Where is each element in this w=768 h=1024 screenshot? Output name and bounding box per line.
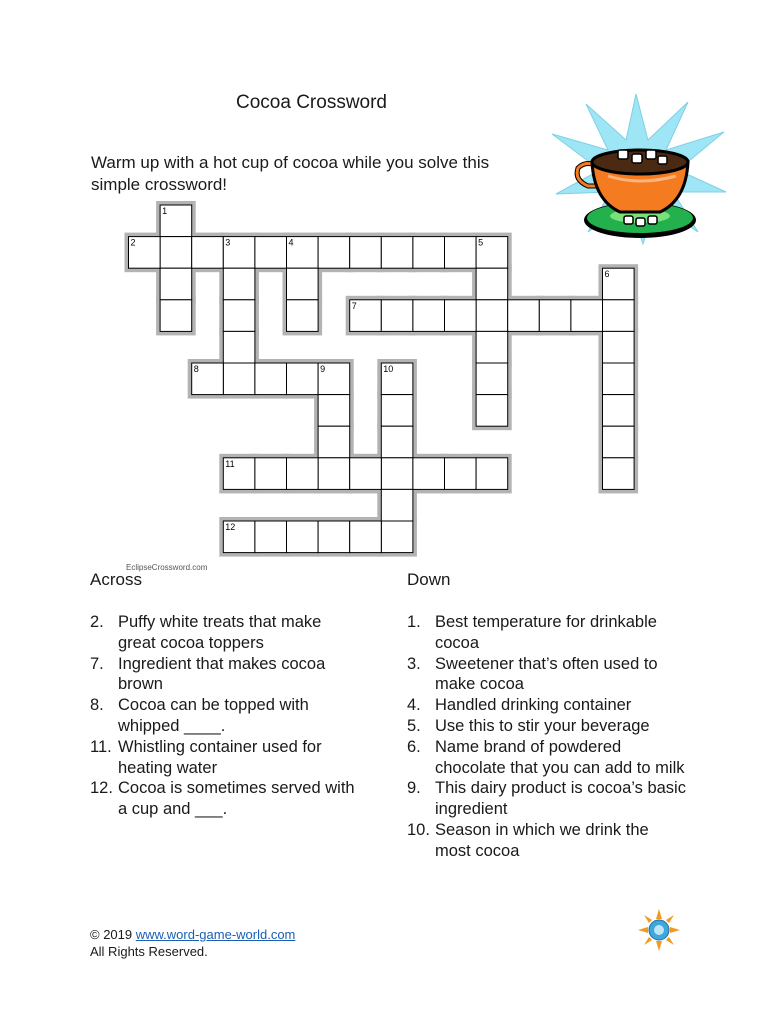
grid-cell[interactable]	[508, 300, 540, 332]
clue-text: Puffy white treats that make great cocoa toppers	[118, 613, 322, 652]
clue-number: 8.	[90, 696, 104, 715]
clue-text: Whistling container used for heating water	[118, 737, 322, 777]
grid-cell[interactable]	[476, 268, 508, 300]
grid-cell[interactable]	[287, 300, 319, 332]
grid-cell[interactable]	[255, 363, 287, 395]
grid-cell[interactable]	[223, 331, 255, 363]
grid-cell[interactable]	[318, 458, 350, 490]
grid-cell[interactable]	[381, 237, 413, 269]
grid-cell[interactable]	[223, 300, 255, 332]
grid-cell[interactable]	[160, 300, 192, 332]
grid-cell[interactable]	[381, 521, 413, 553]
grid-cell[interactable]	[318, 521, 350, 553]
clue-number: 11.	[90, 737, 112, 756]
clue-number: 2.	[90, 613, 104, 631]
grid-cell[interactable]	[192, 237, 224, 269]
grid-cell[interactable]	[318, 237, 350, 269]
clue-number: 10.	[407, 820, 430, 839]
grid-cell[interactable]	[223, 363, 255, 395]
cell-number: 9	[320, 364, 326, 374]
clue-across-8	[90, 695, 360, 737]
clue-down-4	[407, 695, 687, 716]
clue-text: Use this to stir your beverage	[435, 716, 650, 735]
clue-text: Cocoa can be topped with whipped ____.	[118, 696, 309, 735]
clue-down-10	[407, 820, 687, 862]
grid-cell[interactable]	[603, 426, 635, 458]
grid-cell[interactable]	[287, 268, 319, 300]
grid-cell[interactable]	[287, 363, 319, 395]
clue-across-12	[90, 778, 360, 820]
clue-down-9	[407, 778, 687, 820]
page-title: Cocoa Crossword	[236, 92, 387, 113]
clue-text: Best temperature for drinkable cocoa	[435, 613, 657, 652]
cell-number: 3	[225, 237, 231, 248]
clue-number: 12.	[90, 779, 113, 798]
grid-cell[interactable]	[350, 521, 382, 553]
clue-number: 5.	[407, 716, 421, 735]
grid-cell[interactable]	[350, 458, 382, 490]
cell-number: 7	[351, 300, 357, 311]
grid-cell[interactable]	[381, 458, 413, 490]
cell-number: 1	[162, 206, 168, 216]
clue-text: Name brand of powdered chocolate that you can add to milk	[435, 737, 685, 777]
grid-cell[interactable]	[255, 521, 287, 553]
down-clue-list	[407, 612, 687, 862]
cell-number: 2	[130, 237, 136, 248]
grid-cell[interactable]	[381, 489, 413, 521]
grid-cell[interactable]	[603, 331, 635, 363]
clue-down-1	[407, 612, 687, 654]
grid-cell[interactable]	[413, 300, 445, 332]
cell-number: 4	[288, 237, 294, 248]
grid-cell[interactable]	[350, 237, 382, 269]
clue-down-6	[407, 737, 687, 779]
clue-number: 1.	[407, 613, 421, 631]
across-clue-list	[90, 612, 360, 820]
cell-number: 12	[225, 522, 236, 532]
grid-cell[interactable]	[603, 458, 635, 490]
across-heading: Across	[90, 570, 142, 589]
grid-cell[interactable]	[476, 395, 508, 427]
sun-logo-icon	[638, 909, 680, 951]
intro-text: Warm up with a hot cup of cocoa while you solve this simple crossword!	[91, 153, 490, 194]
grid-cell[interactable]	[476, 458, 508, 490]
grid-cell[interactable]	[476, 363, 508, 395]
clue-across-11	[90, 737, 360, 779]
grid-cell[interactable]	[160, 268, 192, 300]
grid-cell[interactable]	[603, 300, 635, 332]
grid-cell[interactable]	[413, 458, 445, 490]
grid-cell[interactable]	[476, 300, 508, 332]
clue-number: 6.	[407, 737, 421, 756]
grid-cell[interactable]	[318, 426, 350, 458]
grid-cell[interactable]	[476, 331, 508, 363]
grid-cell[interactable]	[445, 458, 477, 490]
grid-cell[interactable]	[255, 458, 287, 490]
clue-down-3	[407, 654, 687, 696]
grid-cell[interactable]	[539, 300, 571, 332]
grid-cell[interactable]	[571, 300, 603, 332]
copyright-text: © 2019	[90, 927, 136, 942]
clue-text: Handled drinking container	[435, 696, 632, 715]
grid-cell[interactable]	[603, 363, 635, 395]
clue-text: This dairy product is cocoa’s basic ingredient	[435, 779, 686, 819]
grid-cell[interactable]	[381, 395, 413, 427]
grid-cell[interactable]	[223, 268, 255, 300]
clue-number: 9.	[407, 779, 421, 798]
cell-number: 5	[478, 237, 484, 248]
down-heading: Down	[407, 570, 451, 589]
clue-across-7	[90, 654, 360, 696]
cell-number: 8	[193, 364, 199, 374]
clue-number: 7.	[90, 654, 104, 673]
grid-cell[interactable]	[381, 300, 413, 332]
grid-cell[interactable]	[255, 237, 287, 269]
grid-cell[interactable]	[287, 458, 319, 490]
grid-cell[interactable]	[160, 237, 192, 269]
grid-cell[interactable]	[413, 237, 445, 269]
grid-cell[interactable]	[381, 426, 413, 458]
clue-across-2	[90, 612, 360, 654]
grid-cell[interactable]	[445, 300, 477, 332]
clue-text: Ingredient that makes cocoa brown	[118, 654, 326, 694]
website-link[interactable]: www.word-game-world.com	[135, 927, 296, 942]
clue-number: 4.	[407, 696, 421, 715]
watermark: EclipseCrossword.com	[126, 563, 208, 572]
grid-cell[interactable]	[603, 395, 635, 427]
grid-cell[interactable]	[318, 395, 350, 427]
clue-down-5	[407, 716, 687, 737]
footer	[90, 926, 295, 960]
clue-text: Sweetener that’s often used to make cocoa	[435, 654, 658, 694]
grid-cell[interactable]	[287, 521, 319, 553]
clue-text: Season in which we drink the most cocoa	[435, 820, 649, 860]
cell-number: 11	[225, 458, 235, 469]
clue-number: 3.	[407, 654, 421, 673]
cell-number: 10	[383, 364, 394, 374]
rights-text: All Rights Reserved.	[90, 944, 208, 959]
cell-number: 6	[604, 269, 610, 280]
clue-text: Cocoa is sometimes served with a cup and ___.	[118, 779, 355, 819]
grid-cell[interactable]	[445, 237, 477, 269]
